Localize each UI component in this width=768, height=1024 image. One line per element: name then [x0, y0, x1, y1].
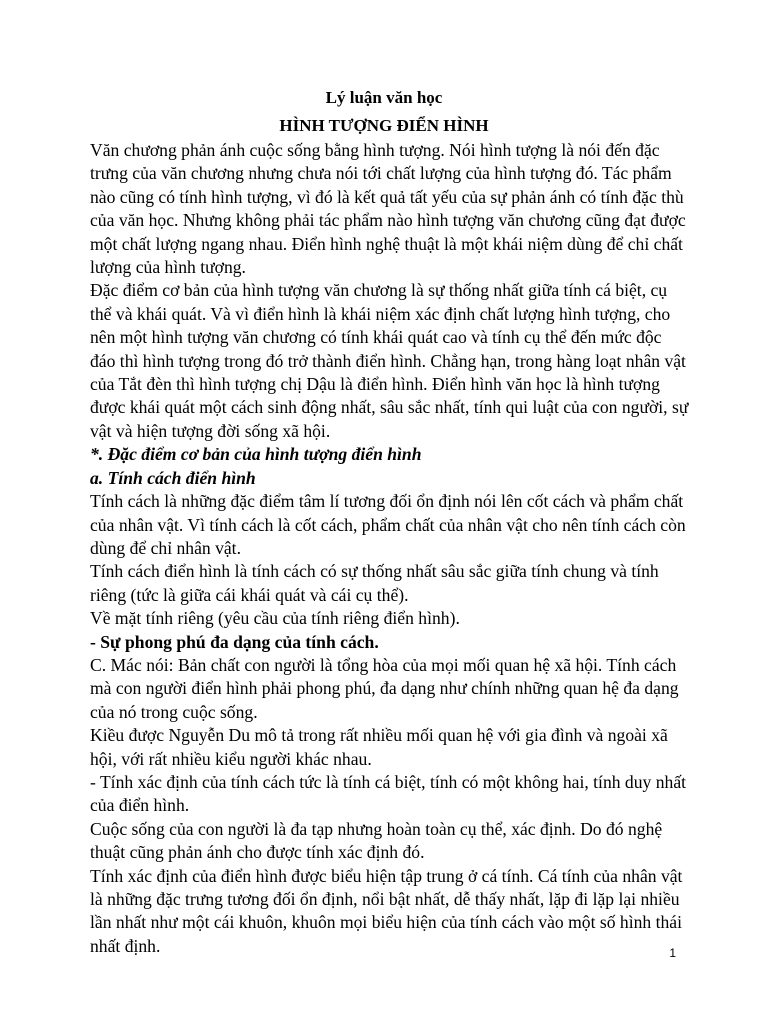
- document-title: HÌNH TƯỢNG ĐIỂN HÌNH: [279, 116, 489, 135]
- paragraph: Về mặt tính riêng (yêu cầu của tính riêng điển hình).: [90, 608, 460, 629]
- bold-point-heading: - Sự phong phú đa dạng của tính cách.: [90, 631, 379, 652]
- paragraph: Tính xác định của điển hình được biểu hiện tập trung ở cá tính. Cá tính của nhân vật là những đặc trưng tương đối ổn định, nổi bật nhất, dễ thấy nhất, lặp đi lặp lại nhiều lần nhất như một cái khuôn, khuôn mọi biểu hiện của tính cách vào một số hình thái nhất định.: [90, 865, 683, 956]
- paragraph: Tính cách điển hình là tính cách có sự thống nhất sâu sắc giữa tính chung và tính riêng (tức là giữa cái khái quát và cái cụ thể).: [90, 561, 659, 605]
- document-subject: Lý luận văn học: [325, 88, 443, 107]
- document-body: [90, 139, 690, 958]
- paragraph: Văn chương phản ánh cuộc sống bằng hình tượng. Nói hình tượng là nói đến đặc trưng của văn chương nhưng chưa nói tới chất lượng của hình tượng đó. Tác phẩm nào cũng có tính hình tượng, vì đó là kết quả tất yếu của sự phản ánh có tính đặc thù của văn học. Nhưng không phải tác phẩm nào hình tượng văn chương cũng đạt được một chất lượng ngang nhau. Điển hình nghệ thuật là một khái niệm dùng để chỉ chất lượng của hình tượng.: [90, 140, 686, 278]
- paragraph: Tính cách là những đặc điểm tâm lí tương đối ổn định nói lên cốt cách và phẩm chất của nhân vật. Vì tính cách là cốt cách, phẩm chất của nhân vật cho nên tính cách còn dùng để chỉ nhân vật.: [90, 491, 686, 558]
- paragraph: Đặc điểm cơ bản của hình tượng văn chương là sự thống nhất giữa tính cá biệt, cụ thể và khái quát. Và vì điển hình là khái niệm xác định chất lượng hình tượng, cho nên một hình tượng văn chương có tính khái quát cao và tính cụ thể đến mức độc đáo thì hình tượng trong đó trở thành điển hình. Chẳng hạn, trong hàng loạt nhân vật của Tắt đèn thì hình tượng chị Dậu là điển hình. Điển hình văn học là hình tượng được khái quát một cách sinh động nhất, sâu sắc nhất, tính qui luật của con người, sự vật và hiện tượng đời sống xã hội.: [90, 280, 689, 441]
- paragraph: Cuộc sống của con người là đa tạp nhưng hoàn toàn cụ thể, xác định. Do đó nghệ thuật cũng phản ánh cho được tính xác định đó.: [90, 818, 663, 863]
- page-number: 1: [669, 946, 676, 960]
- section-heading: *. Đặc điểm cơ bản của hình tượng điển hình: [90, 444, 422, 465]
- paragraph: - Tính xác định của tính cách tức là tính cá biệt, tính có một không hai, tính duy nhất của điển hình.: [90, 771, 687, 816]
- paragraph: C. Mác nói: Bản chất con người là tổng hòa của mọi mối quan hệ xã hội. Tính cách mà con người điển hình phải phong phú, đa dạng như chính những quan hệ đa dạng của nó trong cuộc sống.: [90, 654, 679, 722]
- paragraph: Kiều được Nguyễn Du mô tả trong rất nhiều mối quan hệ với gia đình và ngoài xã hội, với rất nhiều kiểu người khác nhau.: [90, 725, 668, 769]
- subsection-heading: a. Tính cách điển hình: [90, 467, 256, 488]
